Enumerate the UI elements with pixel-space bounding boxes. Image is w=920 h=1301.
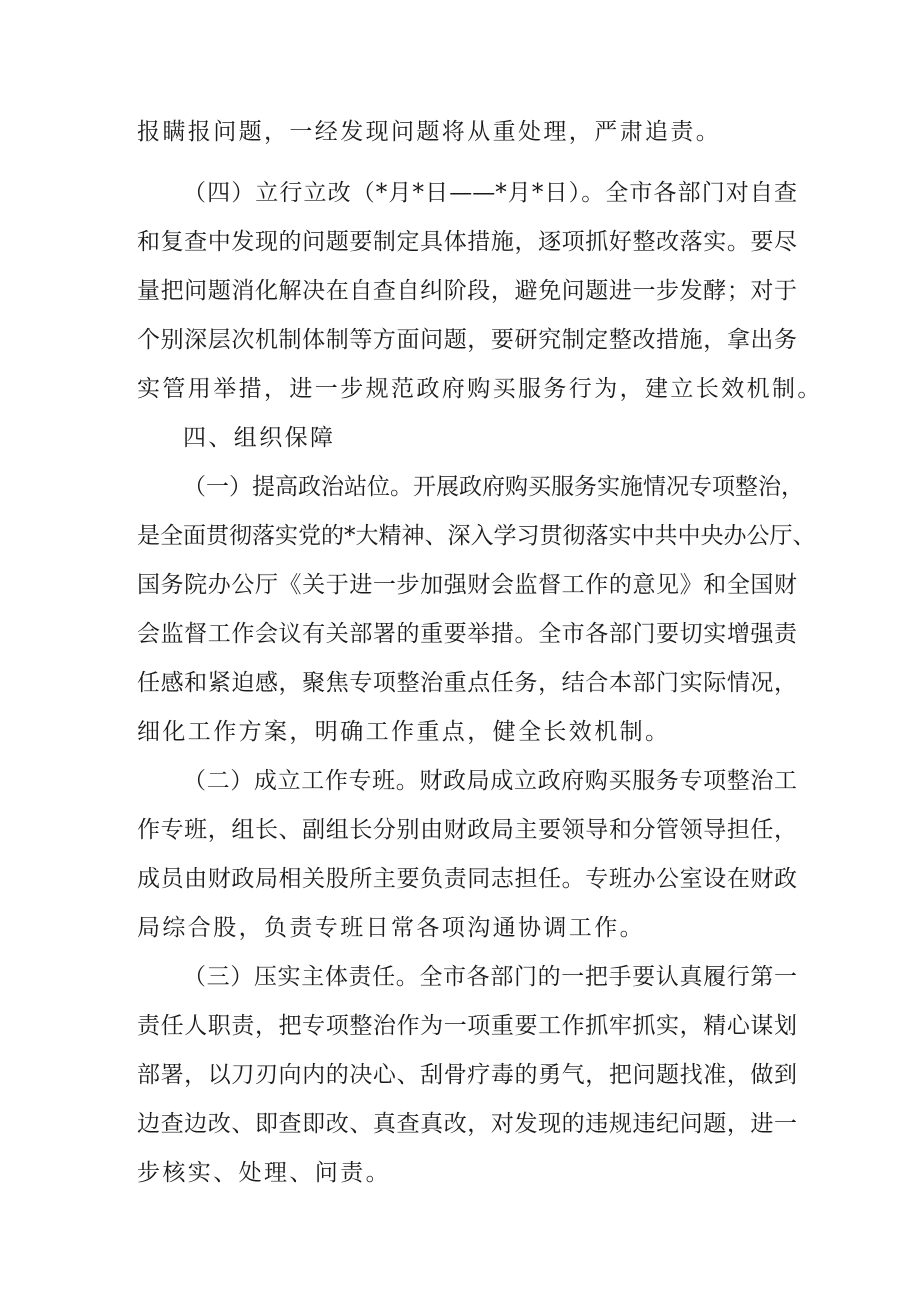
text-line: （四）立行立改（*月*日——*月*日）。全市各部门对自查 xyxy=(183,180,797,206)
paragraph-section-four-rectify xyxy=(137,169,823,414)
text-line: 步核实、处理、问责。 xyxy=(137,1160,391,1186)
heading-organization-guarantee: 四、组织保障 xyxy=(183,425,336,451)
text-line: 细化工作方案，明确工作重点，健全长效机制。 xyxy=(137,719,671,745)
text-line: 作专班，组长、副组长分别由财政局主要领导和分管领导担任， xyxy=(137,817,797,843)
text-line: 是全面贯彻落实党的*大精神、深入学习贯彻落实中共中央办公厅、 xyxy=(137,523,816,549)
section-heading xyxy=(137,414,797,463)
text-line: 局综合股，负责专班日常各项沟通协调工作。 xyxy=(137,915,645,941)
paragraph-work-team xyxy=(137,757,797,953)
document-page xyxy=(137,108,823,1198)
paragraph-political-stance xyxy=(137,463,816,757)
text-line: 报瞒报问题，一经发现问题将从重处理，严肃追责。 xyxy=(137,119,722,145)
text-line: 责任人职责，把专项整治作为一项重要工作抓牢抓实，精心谋划 xyxy=(137,1013,797,1039)
text-line: （二）成立工作专班。财政局成立政府购买服务专项整治工 xyxy=(183,768,797,794)
text-line: 量把问题消化解决在自查自纠阶段，避免问题进一步发酵；对于 xyxy=(137,278,797,304)
text-line: 和复查中发现的问题要制定具体措施，逐项抓好整改落实。要尽 xyxy=(137,229,797,255)
text-line: （一）提高政治站位。开展政府购买服务实施情况专项整治， xyxy=(183,474,804,500)
text-line: 个别深层次机制体制等方面问题，要研究制定整改措施，拿出务 xyxy=(137,327,797,353)
paragraph-main-responsibility xyxy=(137,953,797,1198)
text-line: 边查边改、即查即改、真查真改，对发现的违规违纪问题，进一 xyxy=(137,1111,797,1137)
text-line: 成员由财政局相关股所主要负责同志担任。专班办公室设在财政 xyxy=(137,866,797,892)
paragraph-report-tail xyxy=(137,108,797,157)
text-line: 实管用举措，进一步规范政府购买服务行为，建立长效机制。 xyxy=(137,376,823,402)
text-line: 国务院办公厅《关于进一步加强财会监督工作的意见》和全国财 xyxy=(137,572,797,598)
text-line: 部署，以刀刃向内的决心、刮骨疗毒的勇气，把问题找准，做到 xyxy=(137,1062,797,1088)
text-line: 会监督工作会议有关部署的重要举措。全市各部门要切实增强责 xyxy=(137,621,797,647)
text-line: （三）压实主体责任。全市各部门的一把手要认真履行第一 xyxy=(183,964,797,990)
text-line: 任感和紧迫感，聚焦专项整治重点任务，结合本部门实际情况， xyxy=(137,670,797,696)
